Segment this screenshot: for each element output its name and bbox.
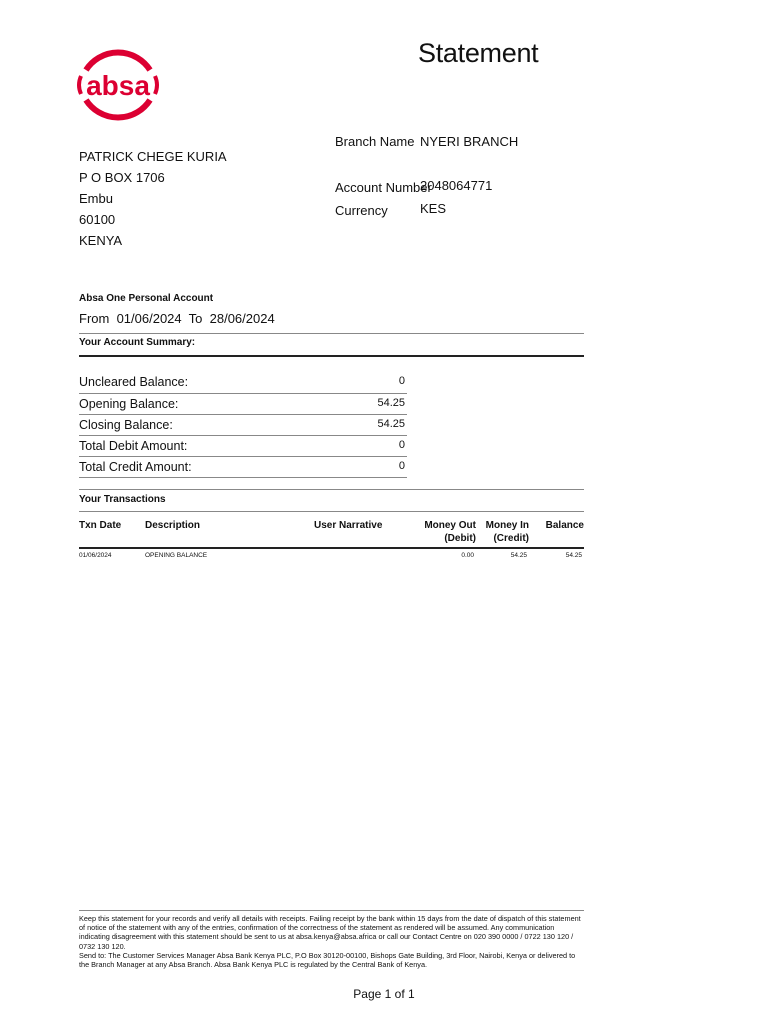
- summary-label: Uncleared Balance:: [79, 375, 189, 389]
- period-from-label: From: [79, 311, 110, 326]
- col-header-money-in-line1: Money In: [485, 520, 529, 531]
- branch-name-value: NYERI BRANCH: [420, 134, 519, 149]
- absa-logo: [75, 36, 161, 134]
- currency-value: KES: [420, 201, 447, 216]
- txn-balance-cell: 54.25: [565, 552, 582, 559]
- footer-paragraph: Keep this statement for your records and verify all details with receipts. Failing receipt by the bank within 15 days from the date of dispatch of this statement of notice of the statement with any of the entries, confirmation of the correctness of the statement as rendered will be assumed. Any communication indicating disagreement with this statement should be sent to us at absa.kenya@absa.africa or call our Contact Centre on 020 390 0000 / 0722 130 120 / 0732 130 120.: [79, 914, 581, 951]
- statement-title: Statement: [418, 38, 539, 68]
- summary-label: Closing Balance:: [79, 418, 173, 432]
- divider: [79, 355, 584, 357]
- period-from-date: 01/06/2024: [116, 311, 182, 326]
- divider: [79, 477, 407, 478]
- summary-value: 54.25: [377, 397, 405, 409]
- summary-value: 0: [398, 460, 405, 472]
- divider: [79, 910, 584, 911]
- col-header-user-narrative: User Narrative: [314, 520, 383, 531]
- divider: [79, 547, 584, 549]
- account-type: Absa One Personal Account: [79, 293, 214, 304]
- period-to-label: To: [188, 311, 203, 326]
- col-header-money-in: [481, 519, 529, 545]
- address-line: KENYA: [79, 233, 123, 248]
- col-header-money-out-line1: Money Out: [424, 520, 476, 531]
- address-line: 60100: [79, 212, 116, 227]
- summary-row: [79, 457, 407, 478]
- footer-notice: [79, 914, 584, 969]
- logo-wordmark: absa: [86, 70, 150, 101]
- divider: [79, 489, 584, 490]
- divider: [79, 511, 584, 512]
- summary-title: Your Account Summary:: [79, 337, 196, 348]
- summary-value: 0: [398, 375, 405, 387]
- customer-address: [79, 146, 227, 251]
- txn-money-out-cell: 0.00: [461, 552, 474, 559]
- customer-name: PATRICK CHEGE KURIA: [79, 149, 227, 164]
- summary-row: [79, 436, 407, 457]
- summary-label: Total Debit Amount:: [79, 439, 188, 453]
- page-number: Page 1 of 1: [353, 987, 415, 1001]
- col-header-money-out-line2: (Debit): [444, 533, 476, 544]
- txn-date-cell: 01/06/2024: [79, 552, 112, 559]
- summary-row: [79, 372, 407, 393]
- address-line: P O BOX 1706: [79, 170, 165, 185]
- summary-label: Opening Balance:: [79, 397, 179, 411]
- address-line: Embu: [79, 191, 113, 206]
- period-to-date: 28/06/2024: [209, 311, 275, 326]
- transactions-title: Your Transactions: [79, 494, 166, 505]
- branch-name-label: Branch Name: [335, 134, 415, 149]
- account-number-value: 2048064771: [420, 178, 493, 193]
- txn-money-in-cell: 54.25: [510, 552, 527, 559]
- col-header-balance: Balance: [545, 520, 584, 531]
- col-header-money-in-line2: (Credit): [493, 533, 529, 544]
- col-header-txn-date: Txn Date: [79, 520, 122, 531]
- footer-paragraph: Send to: The Customer Services Manager Absa Bank Kenya PLC, P.O Box 30120-00100, Bishops Gate Building, 3rd Floor, Nairobi, Kenya or delivered to the Branch Manager at any Absa Branch. Absa Bank Kenya PLC is regulated by the Central Bank of Kenya.: [79, 950, 576, 970]
- summary-value: 0: [398, 439, 405, 451]
- summary-row: [79, 415, 407, 436]
- account-number-label: Account Number: [335, 180, 432, 195]
- currency-label: Currency: [335, 203, 388, 218]
- summary-value: 54.25: [377, 418, 405, 430]
- divider: [79, 333, 584, 334]
- col-header-money-out: [420, 519, 476, 545]
- summary-label: Total Credit Amount:: [79, 460, 192, 474]
- summary-row: [79, 394, 407, 415]
- txn-description-cell: OPENING BALANCE: [145, 552, 208, 559]
- col-header-description: Description: [145, 520, 201, 531]
- statement-period: [79, 311, 275, 326]
